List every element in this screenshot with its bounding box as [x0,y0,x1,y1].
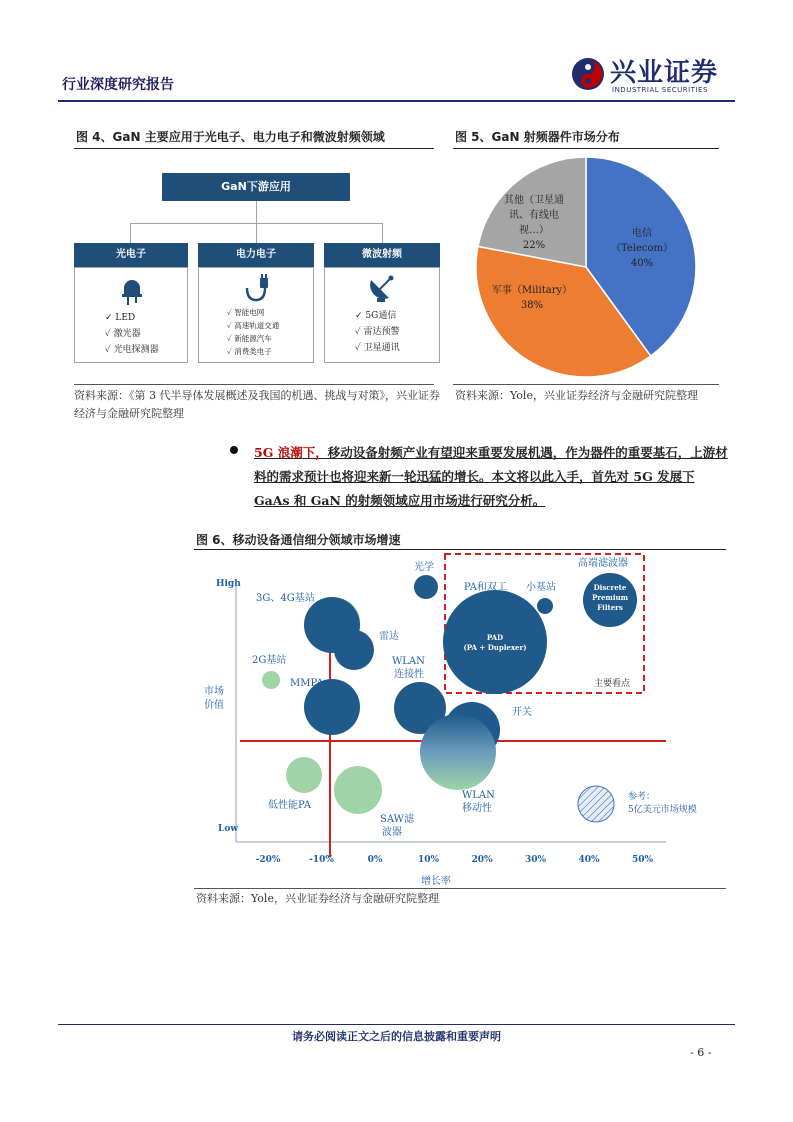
x-tick-label: 10% [417,855,440,865]
item-smart-grid: 智能电网 [234,308,265,317]
label-radar: 雷达 [379,631,399,642]
pie-label-telecom-2: （Telecom） [610,243,674,254]
y-axis-title-1: 市场 [204,686,224,697]
fig4-caption: 图 4、GaN 主要应用于光电子、电力电子和微波射频领域 [76,130,385,144]
pie-label-other-value: 22% [522,240,546,251]
item-radar-warning: 雷达预警 [363,327,400,337]
header-divider [58,100,735,102]
bubble-small-bs [537,598,553,614]
item-consumer-electronics: 消费类电子 [234,347,272,356]
pad-label-1: PAD [486,633,504,642]
label-switch: 开关 [512,707,532,718]
report-type-title: 行业深度研究报告 [62,77,174,93]
x-tick-label: 30% [524,855,547,865]
company-logo-icon [570,56,606,92]
bullet-paragraph [254,441,730,513]
category-optoelectronics: 光电子 [74,243,188,267]
item-laser: 激光器 [113,329,141,339]
item-satellite-comm: 卫星通讯 [363,343,400,353]
connector [130,223,131,243]
pie-label-other-1: 其他（卫星通 [504,195,564,206]
led-icon [121,274,143,306]
category-box-power-electronics: ✓ 智能电网 ✓ 高速轨道交通 ✓ 新能源汽车 ✓ 消费类电子 [198,267,314,363]
fig5-source-rule [453,384,719,385]
category-box-microwave-rf: ✓ 5G通信 ✓ 雷达预警 ✓ 卫星通讯 [324,267,440,363]
label-wlan-mobility-2: 移动性 [462,803,492,814]
bubble-wlan-mobility [420,714,496,790]
reference-bubble [578,786,614,822]
segment-growth-bubble-chart [196,552,728,888]
connector [382,223,383,243]
label-saw-1: SAW滤 [380,814,414,825]
bubble-saw-filter [334,766,382,814]
dpf-label-1: Discrete [593,583,627,592]
y-axis-high: High [216,579,241,589]
bullet-text-1: 移动设备射频产业有望迎来重要发展机遇，作为器件的重要基石，上游材料的需求预计也将迎来新一轮迅猛的增长。 [254,445,728,484]
pie-label-military-value: 38% [520,300,544,311]
fig6-caption-rule [194,549,726,550]
label-focus: 主要看点 [594,679,631,689]
x-axis-title: 增长率 [421,876,451,887]
bullet-text-2: 本文将以此入手，首先对 5G 发展下 GaAs 和 GaN 的射频领域应用市场进行研究分析。 [254,469,695,508]
item-nev: 新能源汽车 [234,334,272,343]
y-axis-low: Low [218,824,239,834]
bullet-dot [230,446,238,454]
disclosure-notice: 请务必阅读正文之后的信息披露和重要声明 [292,1030,501,1043]
fig4-source-rule [74,384,434,385]
pie-label-telecom-value: 40% [630,258,654,269]
x-tick-label: 20% [471,855,493,865]
connector [256,201,257,223]
fig5-caption: 图 5、GaN 射频器件市场分布 [455,130,620,144]
power-plug-icon [241,274,271,304]
company-logo-text: 兴业证券 [610,58,719,88]
fig5-source: 资料来源：Yole，兴业证券经济与金融研究院整理 [455,389,698,402]
dpf-label-3: Filters [597,603,623,612]
company-logo-english: INDUSTRIAL SECURITIES [612,86,708,94]
label-pa-duplex: PA和双工 [464,582,508,593]
x-tick-label: 50% [631,855,654,865]
bullet-red-text: 5G 浪潮下， [254,445,328,460]
fig6-source: 资料来源：Yole，兴业证券经济与金融研究院整理 [196,892,439,905]
satellite-dish-icon [367,272,397,304]
footer-divider [58,1024,735,1025]
bubble-optics [414,575,438,599]
label-low-pa: 低性能PA [268,800,312,811]
x-tick-label: 40% [578,855,600,865]
bubble-2g-bs [262,671,280,689]
label-wlan-connectivity-1: WLAN [392,656,425,667]
label-wlan-mobility-1: WLAN [462,790,495,801]
dpf-label-2: Premium [592,593,628,602]
label-saw-2: 波器 [382,827,402,838]
fig4-source: 资料来源：《第 3 代半导体发展概述及我国的机遇、挑战与对策》，兴业证券经济与金融研究院整理 [74,389,440,420]
label-3g4g-bs: 3G、4G基站 [256,593,315,604]
item-photodetector: 光电探测器 [113,345,159,355]
gan-downstream-root: GaN下游应用 [162,173,350,201]
label-small-bs: 小基站 [526,582,556,593]
item-led: LED [115,313,136,323]
bubble-low-pa [286,757,322,793]
y-axis-title-2: 价值 [204,700,224,711]
category-power-electronics: 电力电子 [198,243,314,267]
x-tick-label: 0% [367,855,383,865]
pad-label-2: (PA + Duplexer) [463,643,527,652]
pie-label-other-3: 视…） [519,225,549,236]
pie-label-military-1: 军事（Military） [491,285,573,296]
label-reference-1: 参考： [628,792,656,802]
x-tick-label: -20% [255,855,281,865]
label-high-end-filters: 高端滤波器 [578,558,628,569]
fig6-caption: 图 6、移动设备通信细分领域市场增速 [196,533,401,547]
fig4-caption-rule [74,148,434,149]
item-high-speed-rail: 高速轨道交通 [234,321,280,330]
item-5g: 5G通信 [365,311,397,321]
gan-rf-pie-chart [470,154,702,380]
pie-label-other-2: 讯、有线电 [509,210,559,221]
category-microwave-rf: 微波射频 [324,243,440,267]
category-box-optoelectronics: ✓ LED ✓ 激光器 ✓ 光电探测器 [74,267,188,363]
bubble-radar [334,630,374,670]
connector [256,223,257,243]
bubble-pad [443,590,547,694]
x-tick-label: -10% [309,855,334,865]
label-mmpa: MMPA [290,678,324,689]
label-optics: 光学 [414,562,434,573]
label-reference-2: 5亿美元市场规模 [628,805,697,815]
label-wlan-connectivity-2: 连接性 [394,669,424,680]
pie-label-telecom-1: 电信 [632,228,652,239]
fig5-caption-rule [453,148,719,149]
fig6-source-rule [194,888,726,889]
label-2g-bs: 2G基站 [252,655,287,666]
page-number: - 6 - [690,1046,712,1059]
